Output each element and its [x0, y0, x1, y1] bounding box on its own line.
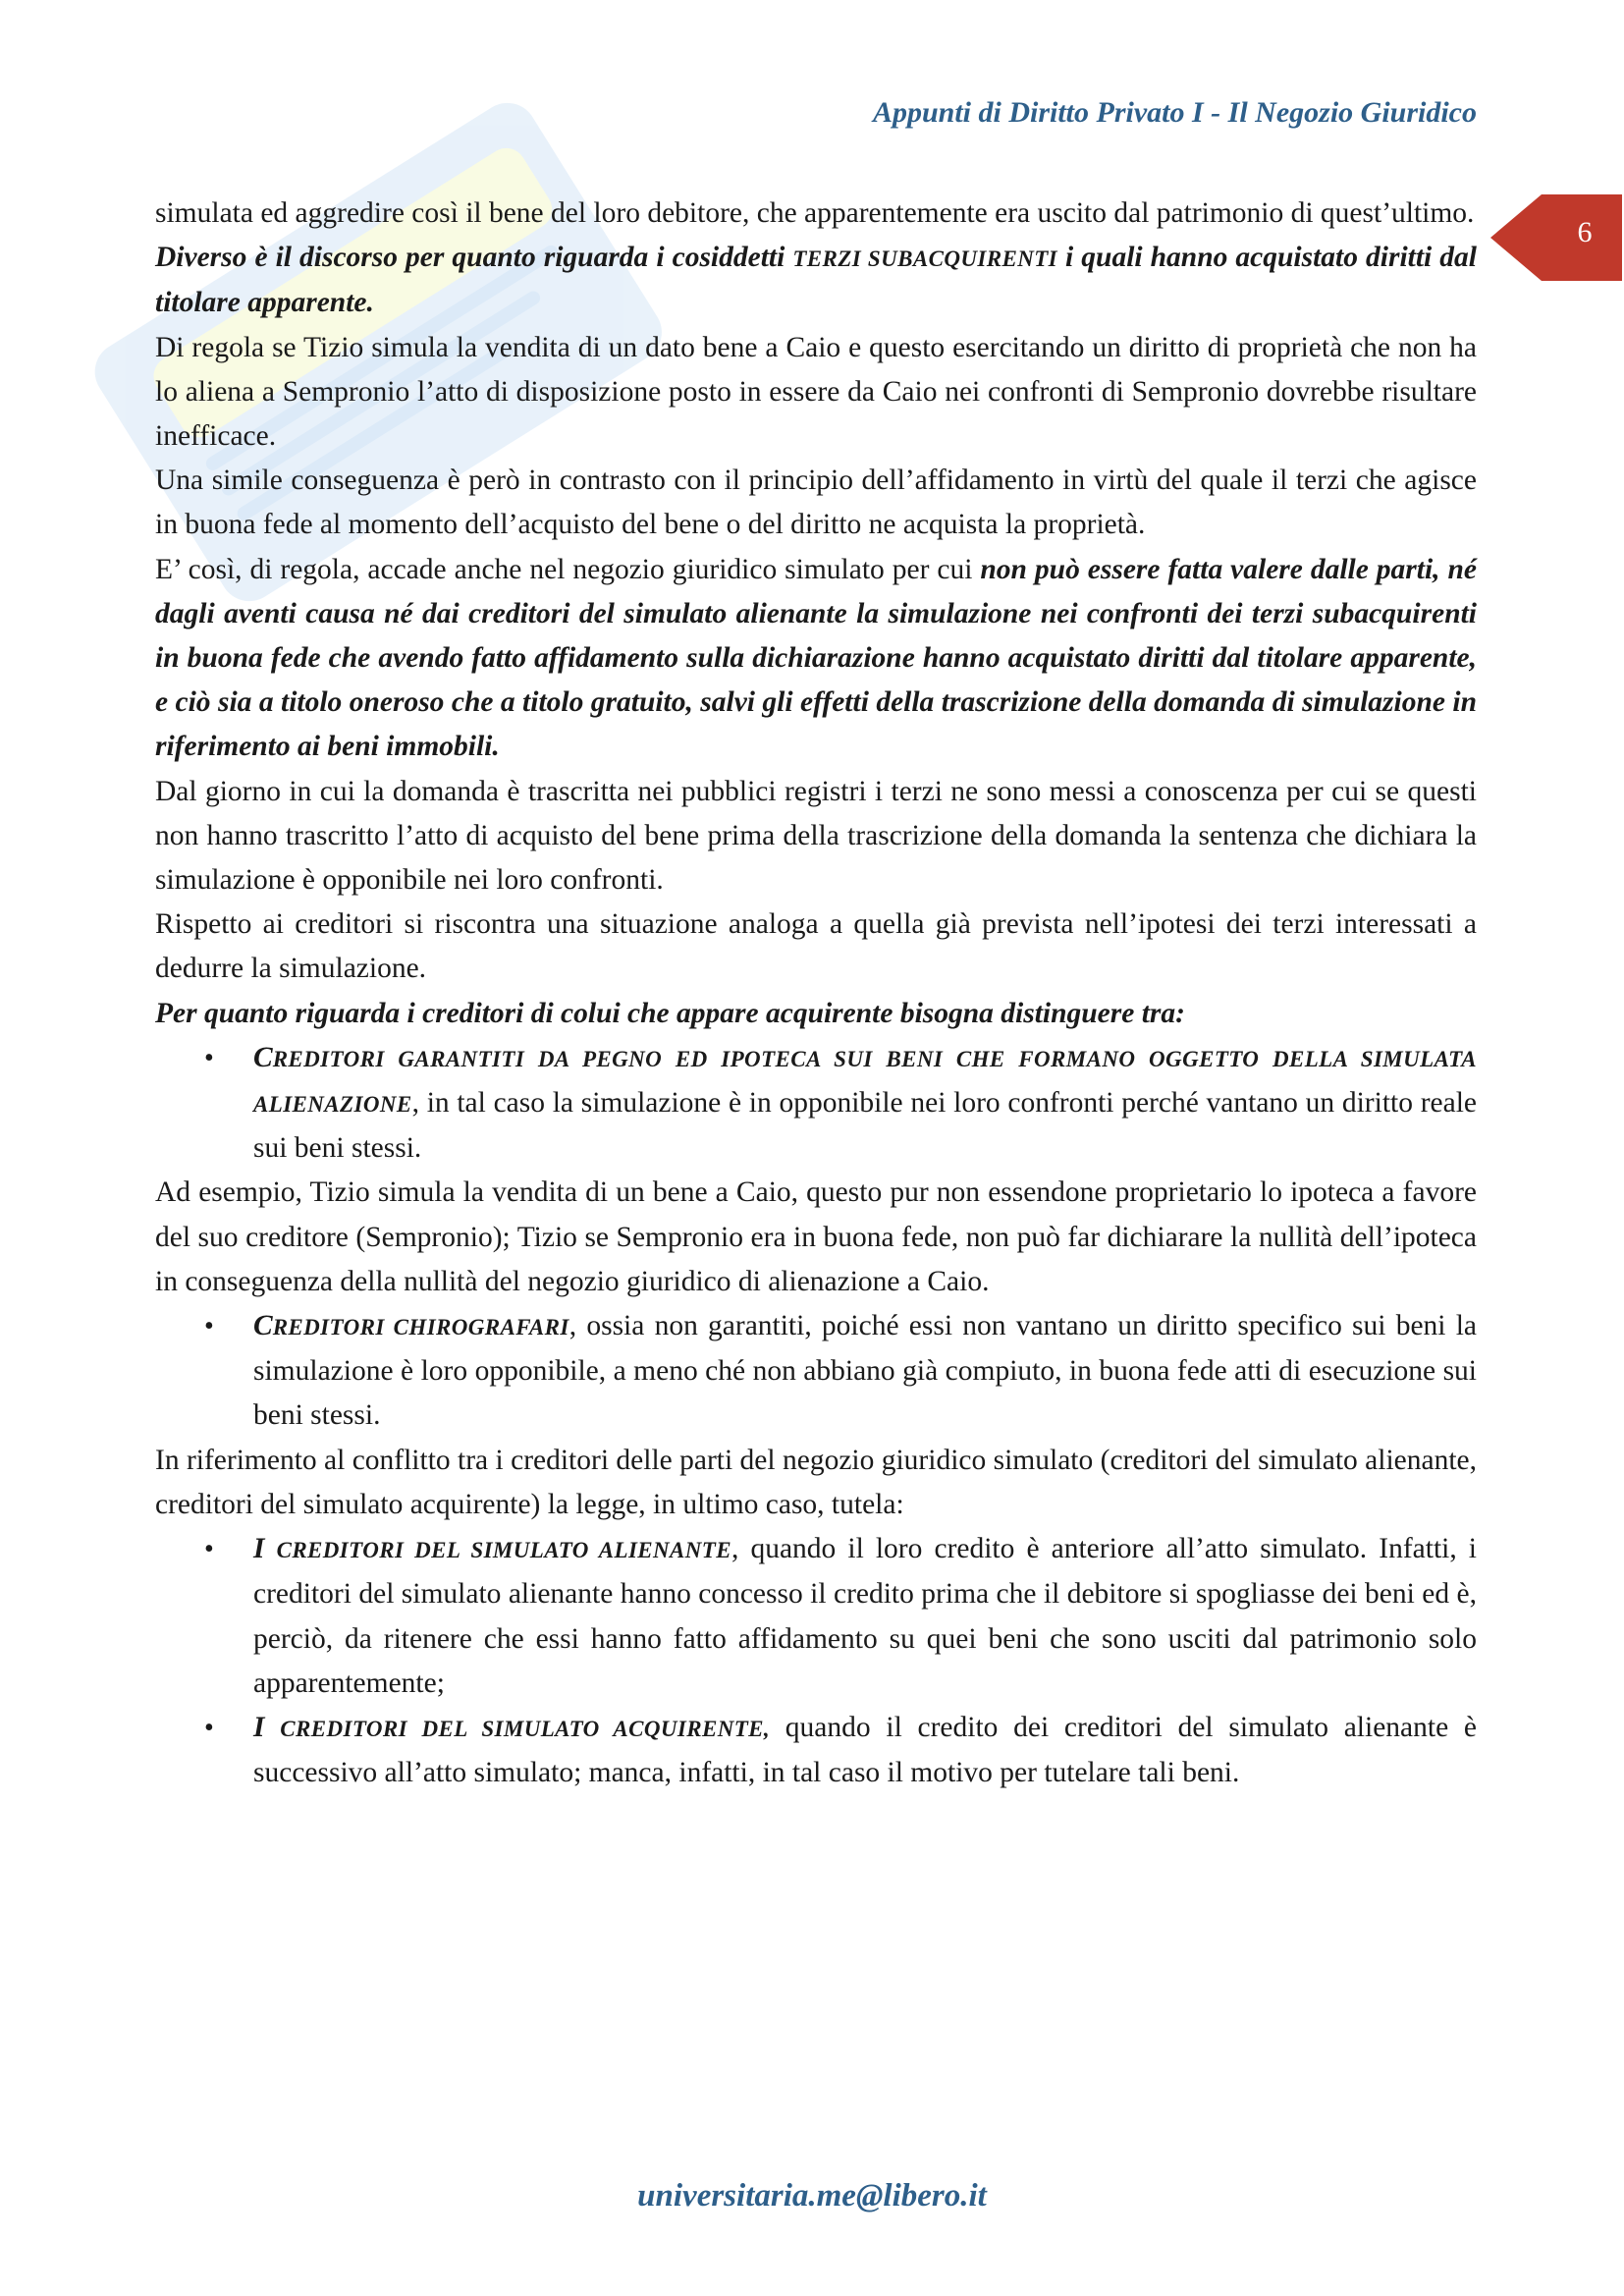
list-item: • I CREDITORI DEL SIMULATO ACQUIRENTE, quando il credito dei creditori del simulato alienante è successivo all’atto simulato; manca, infatti, in tal caso il motivo per tutelare tali beni. — [253, 1706, 1477, 1795]
paragraph: E’ così, di regola, accade anche nel negozio giuridico simulato per cui non può essere fatta valere dalle parti, né dagli aventi causa né dai creditori del simulato alienante la simulazione nei confronti dei terzi subacquirenti in buona fede che avendo fatto affidamento sulla dichiarazione hanno acquistato diritti dal titolare apparente, e ciò sia a titolo oneroso che a titolo gratuito, salvi gli effetti della trascrizione della domanda di simulazione in riferimento ai beni immobili. — [155, 553, 1477, 763]
page-header-title: Appunti di Diritto Privato I - Il Negozio Giuridico — [872, 96, 1477, 129]
list-item: • I CREDITORI DEL SIMULATO ALIENANTE, quando il loro credito è anteriore all’atto simulato. Infatti, i creditori del simulato alienante hanno concesso il credito prima che il debitore si spogliasse dei beni ed è, perciò, da ritenere che essi hanno fatto affidamento su quei beni che sono usciti dal patrimonio solo apparentemente; — [253, 1527, 1477, 1706]
page-number-badge — [1490, 194, 1622, 281]
document-body — [155, 191, 1477, 1795]
paragraph: simulata ed aggredire così il bene del loro debitore, che apparentemente era uscito dal patrimonio di quest’ultimo. — [155, 197, 1475, 229]
paragraph: Dal giorno in cui la domanda è trascritta nei pubblici registri i terzi ne sono messi a conoscenza per cui se questi non hanno trascritto l’atto di acquisto del bene prima della trascrizione della domanda la sentenza che dichiara la simulazione è opponibile nei loro confronti. — [155, 775, 1477, 897]
paragraph: Una simile conseguenza è però in contrasto con il principio dell’affidamento in virtù del quale il terzi che agisce in buona fede al momento dell’acquisto del bene o del diritto ne acquista la proprietà. — [155, 465, 1477, 541]
page-number: 6 — [1577, 216, 1593, 248]
paragraph: In riferimento al conflitto tra i creditori delle parti del negozio giuridico simulato (creditori del simulato alienante, creditori del simulato acquirente) la legge, in ultimo caso, tutela: — [155, 1444, 1477, 1520]
paragraph-heading: Per quanto riguarda i creditori di colui che appare acquirente bisogna distinguere tra: — [155, 997, 1185, 1029]
bullet-list — [155, 1527, 1477, 1795]
paragraph: Rispetto ai creditori si riscontra una situazione analoga a quella già prevista nell’ipotesi dei terzi interessati a dedurre la simulazione. — [155, 908, 1477, 985]
paragraph: Di regola se Tizio simula la vendita di un dato bene a Caio e questo esercitando un diritto di proprietà che non ha lo aliena a Sempronio l’atto di disposizione posto in essere da Caio nei confronti di Sempronio dovrebbe risultare inefficace. — [155, 331, 1477, 453]
bullet-list — [155, 1304, 1477, 1439]
list-item: • CREDITORI CHIROGRAFARI, ossia non garantiti, poiché essi non vantano un diritto specifico sui beni la simulazione è loro opponibile, a meno ché non abbiano già compiuto, in buona fede atti di esecuzione sui beni stessi. — [253, 1304, 1477, 1439]
footer-email[interactable]: universitaria.me@libero.it — [637, 2178, 987, 2214]
paragraph: Ad esempio, Tizio simula la vendita di un bene a Caio, questo pur non essendone proprietario lo ipoteca a favore del suo creditore (Sempronio); Tizio se Sempronio era in buona fede, non può far dichiarare la nullità dell’ipoteca in conseguenza della nullità del negozio giuridico di alienazione a Caio. — [155, 1176, 1477, 1297]
bullet-list — [155, 1036, 1477, 1172]
paragraph-heading: Diverso è il discorso per quanto riguarda i cosiddetti TERZI SUBACQUIRENTI i quali hanno acquistato diritti dal titolare apparente. — [155, 242, 1477, 319]
list-item: • CREDITORI GARANTITI DA PEGNO ED IPOTECA SUI BENI CHE FORMANO OGGETTO DELLA SIMULATA ALIENAZIONE, in tal caso la simulazione è in opponibile nei loro confronti perché vantano un diritto reale sui beni stessi. — [253, 1036, 1477, 1172]
